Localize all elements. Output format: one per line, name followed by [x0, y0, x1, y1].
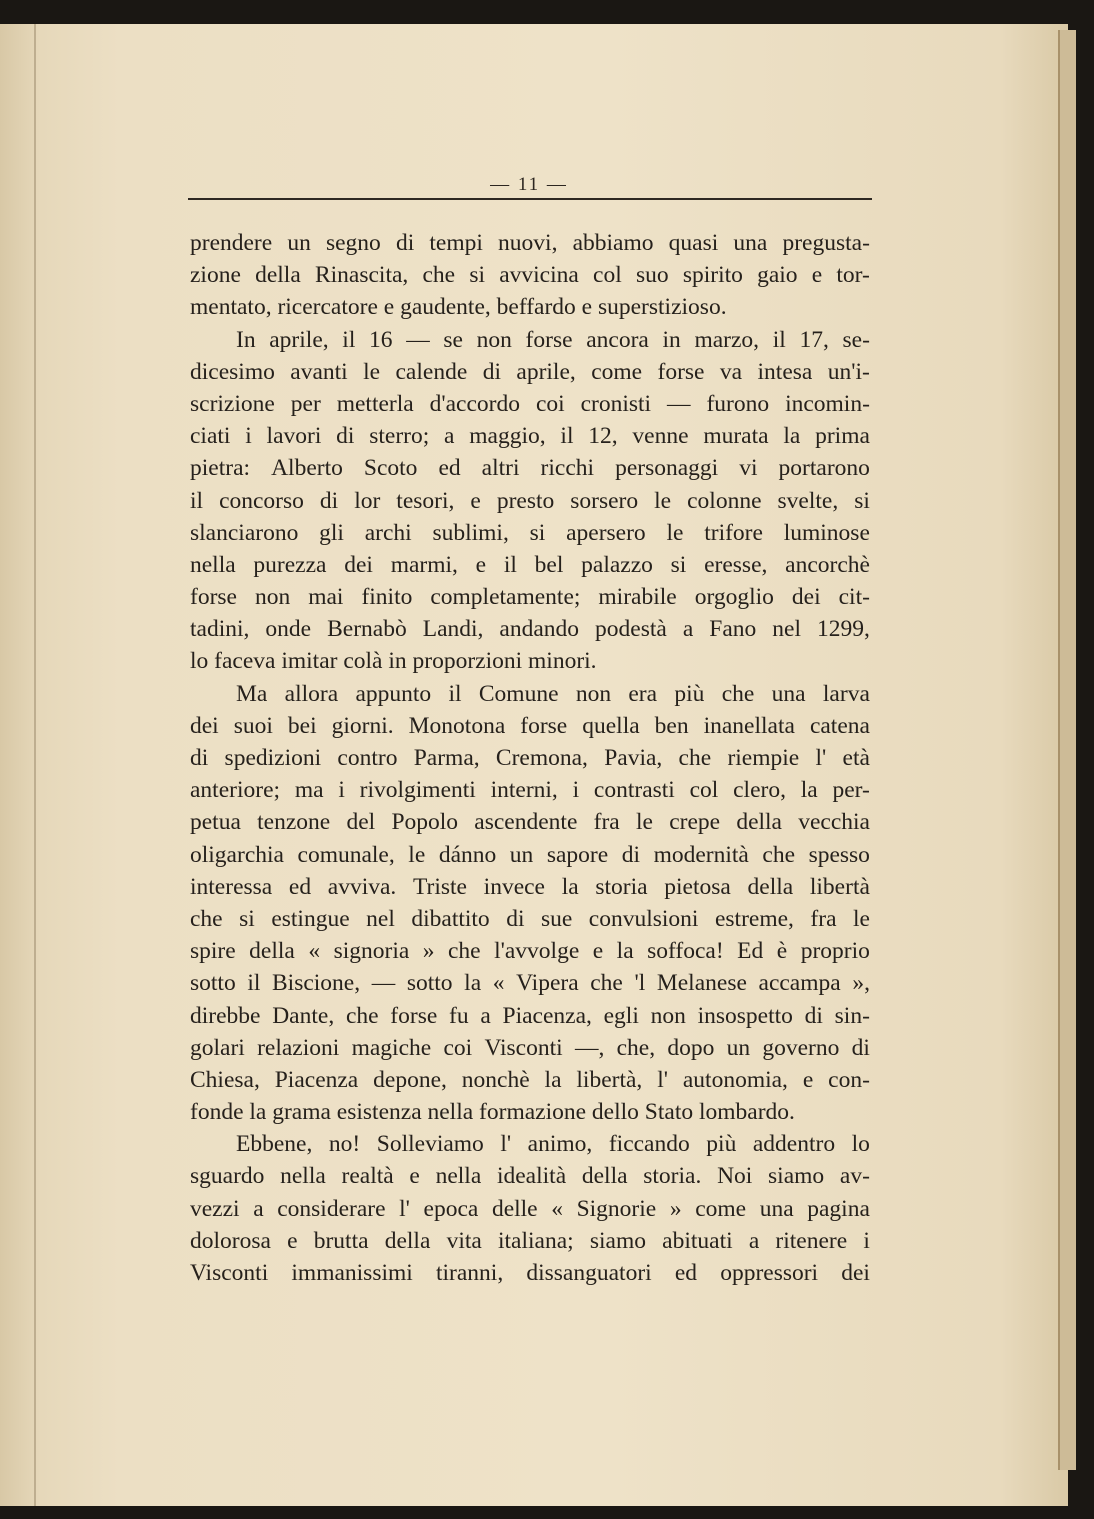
- header-rule: [188, 198, 872, 200]
- text-line: dei suoi bei giorni. Monotona forse quella ben inanellata catena: [190, 712, 870, 739]
- text-line: tadini, onde Bernabò Landi, andando podestà a Fano nel 1299,: [190, 616, 870, 643]
- text-line: sotto il Biscione, — sotto la « Vipera che 'l Melanese accampa »,: [190, 970, 870, 997]
- text-line: dicesimo avanti le calende di aprile, come forse va intesa un'i-: [190, 358, 870, 385]
- text-line: mentato, ricercatore e gaudente, beffardo e superstizioso.: [190, 294, 727, 321]
- text-line: ciati i lavori di sterro; a maggio, il 12, venne murata la prima: [190, 423, 870, 450]
- text-line: il concorso di lor tesori, e presto sorsero le colonne svelte, si: [190, 487, 870, 514]
- text-line: nella purezza dei marmi, e il bel palazzo si eresse, ancorchè: [190, 551, 870, 578]
- text-line: zione della Rinascita, che si avvicina col suo spirito gaio e tor-: [190, 262, 870, 289]
- text-line: prendere un segno di tempi nuovi, abbiamo quasi una pregusta-: [190, 230, 870, 256]
- page-number: — 11 —: [490, 174, 568, 195]
- text-line: oligarchia comunale, le dánno un sapore di modernità che spesso: [190, 841, 870, 868]
- text-line: che si estingue nel dibattito di sue convulsioni estreme, fra le: [190, 905, 870, 932]
- body-text: [190, 227, 870, 1289]
- text-line: pietra: Alberto Scoto ed altri ricchi personaggi vi portarono: [190, 455, 870, 482]
- text-line: Visconti immanissimi tiranni, dissanguatori ed oppressori dei: [190, 1260, 870, 1286]
- text-line: vezzi a considerare l' epoca delle « Signorie » come una pagina: [190, 1195, 870, 1222]
- text-line: lo faceva imitar colà in proporzioni minori.: [190, 648, 597, 675]
- text-line: In aprile, il 16 — se non forse ancora in marzo, il 17, se-: [236, 326, 870, 353]
- book-spine-edge: [1058, 30, 1076, 1470]
- text-line: golari relazioni magiche coi Visconti —, che, dopo un governo di: [190, 1034, 870, 1061]
- text-line: Ma allora appunto il Comune non era più che una larva: [236, 680, 870, 707]
- text-line: petua tenzone del Popolo ascendente fra le crepe della vecchia: [190, 809, 870, 836]
- text-line: interessa ed avviva. Triste invece la storia pietosa della libertà: [190, 873, 870, 900]
- text-line: anteriore; ma i rivolgimenti interni, i contrasti col clero, la per-: [190, 777, 870, 804]
- text-line: dolorosa e brutta della vita italiana; siamo abituati a ritenere i: [190, 1227, 870, 1254]
- text-line: slanciarono gli archi sublimi, si apersero le trifore luminose: [190, 519, 870, 546]
- text-line: Chiesa, Piacenza depone, nonchè la libertà, l' autonomia, e con-: [190, 1066, 870, 1093]
- book-page: [0, 24, 1068, 1506]
- text-line: sguardo nella realtà e nella idealità della storia. Noi siamo av-: [190, 1163, 870, 1190]
- text-line: direbbe Dante, che forse fu a Piacenza, egli non insospetto di sin-: [190, 1002, 870, 1029]
- text-line: scrizione per metterla d'accordo coi cronisti — furono incomin-: [190, 390, 870, 417]
- text-line: spire della « signoria » che l'avvolge e la soffoca! Ed è proprio: [190, 938, 870, 965]
- page-fold-shadow: [34, 24, 36, 1506]
- text-line: forse non mai finito completamente; mirabile orgoglio dei cit-: [190, 584, 870, 611]
- text-line: Ebbene, no! Solleviamo l' animo, ficcando più addentro lo: [236, 1131, 870, 1158]
- text-line: fonde la grama esistenza nella formazione dello Stato lombardo.: [190, 1099, 795, 1126]
- text-line: di spedizioni contro Parma, Cremona, Pavia, che riempie l' età: [190, 745, 870, 771]
